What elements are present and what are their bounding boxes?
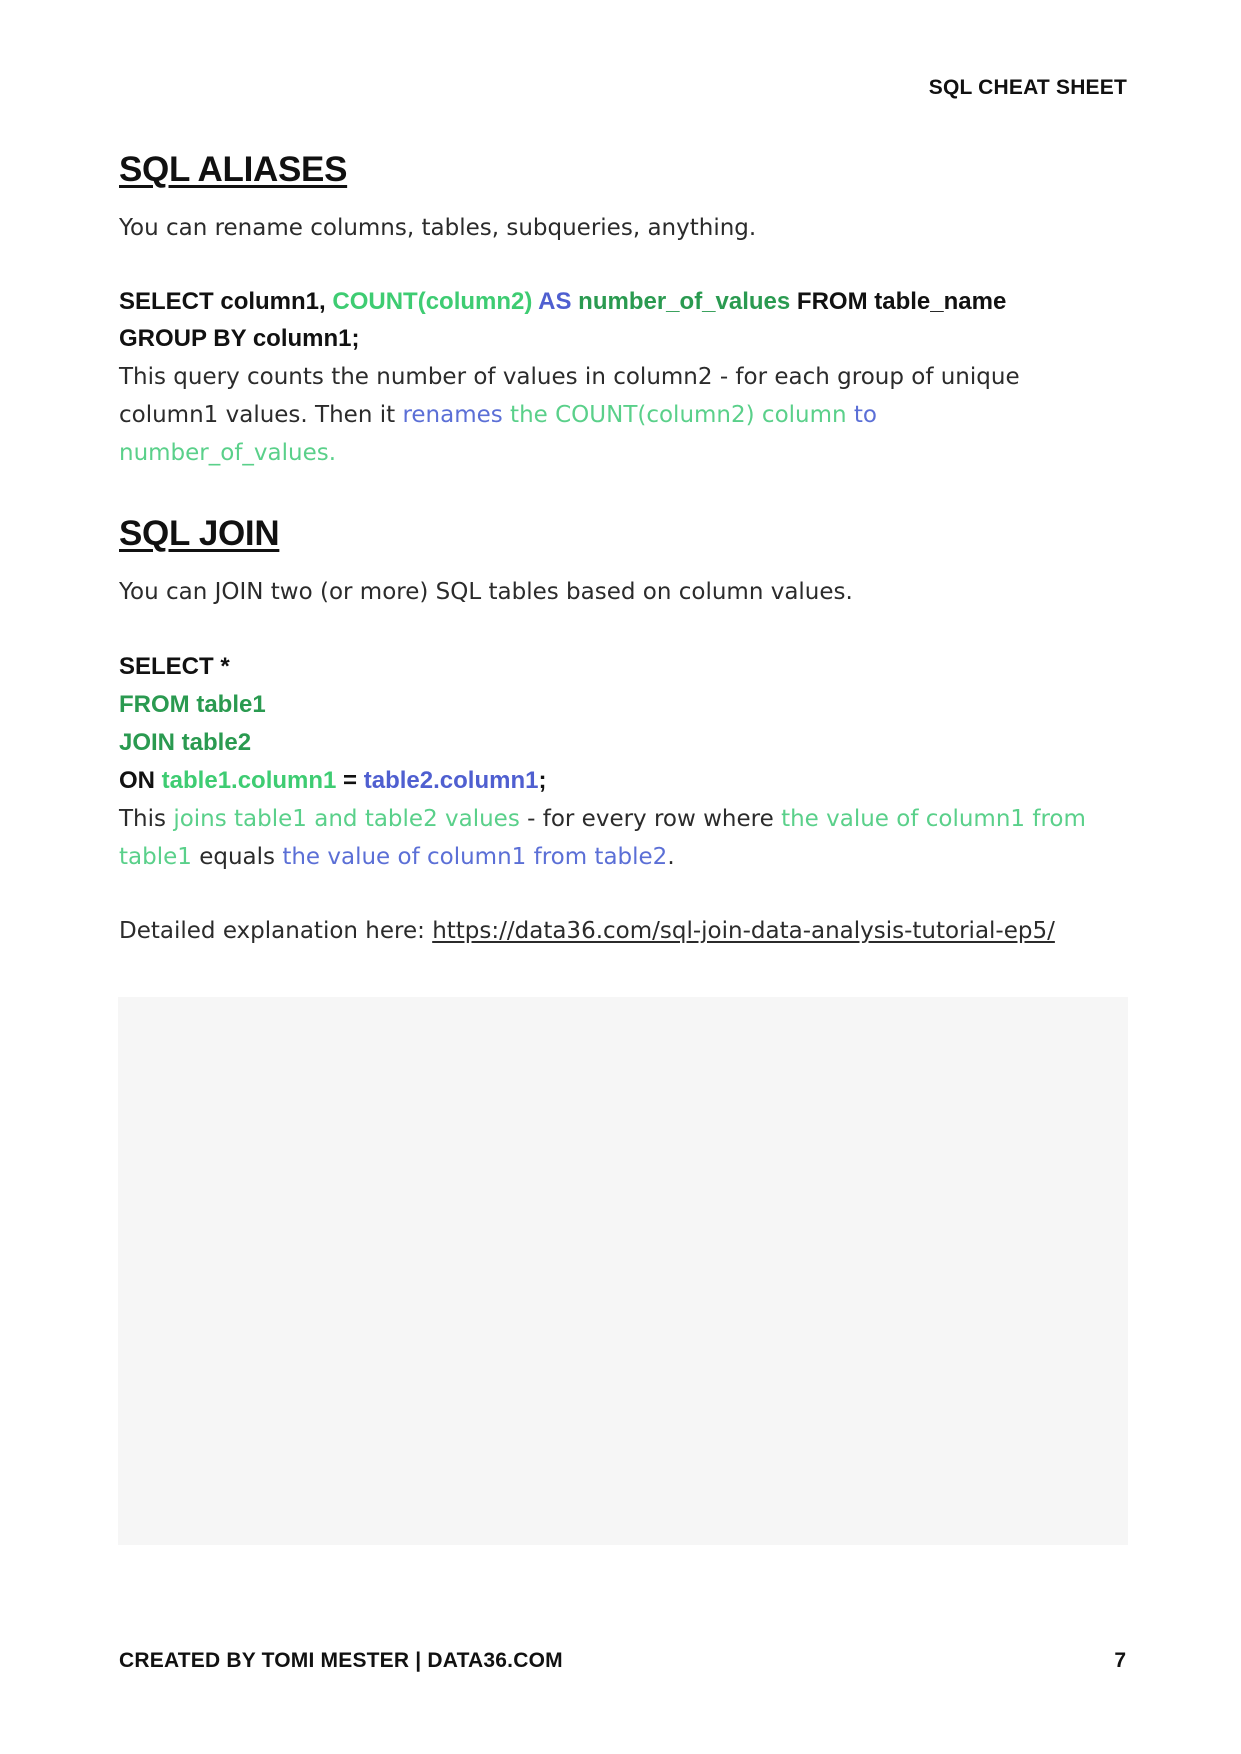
aliases-code-line-1: [119, 283, 1006, 321]
code-alias: number_of_values: [578, 288, 791, 315]
code-on-right: table2.column1: [363, 767, 539, 794]
explain-this: This: [119, 806, 174, 832]
join-code-on: [119, 762, 546, 800]
code-on: ON: [119, 767, 162, 794]
explain-prefix: column1 values. Then it: [119, 402, 403, 428]
join-code-select: SELECT *: [119, 653, 230, 680]
header-title: SQL CHEAT SHEET: [928, 76, 1127, 99]
code-on-end: ;: [538, 767, 547, 794]
code-on-eq: =: [336, 767, 364, 794]
explain-table1: table1: [119, 844, 192, 870]
page-number: 7: [1114, 1649, 1126, 1672]
code-as: AS: [532, 288, 579, 315]
explain-joins: joins table1 and table2 values: [173, 806, 520, 832]
code-count: COUNT(column2): [332, 288, 533, 315]
join-detail: [119, 912, 1055, 950]
aliases-explain-line-1: This query counts the number of values in column2 - for each group of unique: [119, 364, 1020, 390]
section-heading-join: SQL JOIN: [119, 514, 280, 553]
aliases-code-line-2: GROUP BY column1;: [119, 325, 360, 352]
aliases-intro: You can rename columns, tables, subqueries, anything.: [119, 215, 757, 241]
code-on-left: table1.column1: [161, 767, 337, 794]
join-intro: You can JOIN two (or more) SQL tables based on column values.: [119, 579, 853, 605]
explain-value-from: the value of column1 from: [781, 806, 1086, 832]
join-code-from: FROM table1: [119, 691, 266, 718]
explain-mid: - for every row where: [519, 806, 782, 832]
aliases-explain-line-2: [119, 396, 877, 434]
detail-link[interactable]: https://data36.com/sql-join-data-analysis-tutorial-ep5/: [432, 918, 1055, 944]
explain-equals: equals: [191, 844, 283, 870]
code-from: FROM table_name: [790, 288, 1007, 315]
code-select: SELECT column1,: [119, 288, 333, 315]
detail-label: Detailed explanation here:: [119, 918, 433, 944]
footer-credit: CREATED BY TOMI MESTER | DATA36.COM: [119, 1649, 563, 1672]
explain-renames: renames: [402, 402, 503, 428]
explain-value-from-2: the value of column1 from table2: [282, 844, 668, 870]
aliases-explain-line-3: number_of_values.: [119, 440, 337, 466]
explain-dot: .: [667, 844, 675, 870]
join-explain-line-1: [119, 800, 1086, 838]
join-explain-line-2: [119, 838, 675, 876]
explain-to: to: [846, 402, 877, 428]
explain-the-count: the COUNT(column2) column: [502, 402, 847, 428]
image-placeholder: [118, 997, 1128, 1545]
section-heading-aliases: SQL ALIASES: [119, 150, 348, 189]
join-code-join: JOIN table2: [119, 729, 252, 756]
